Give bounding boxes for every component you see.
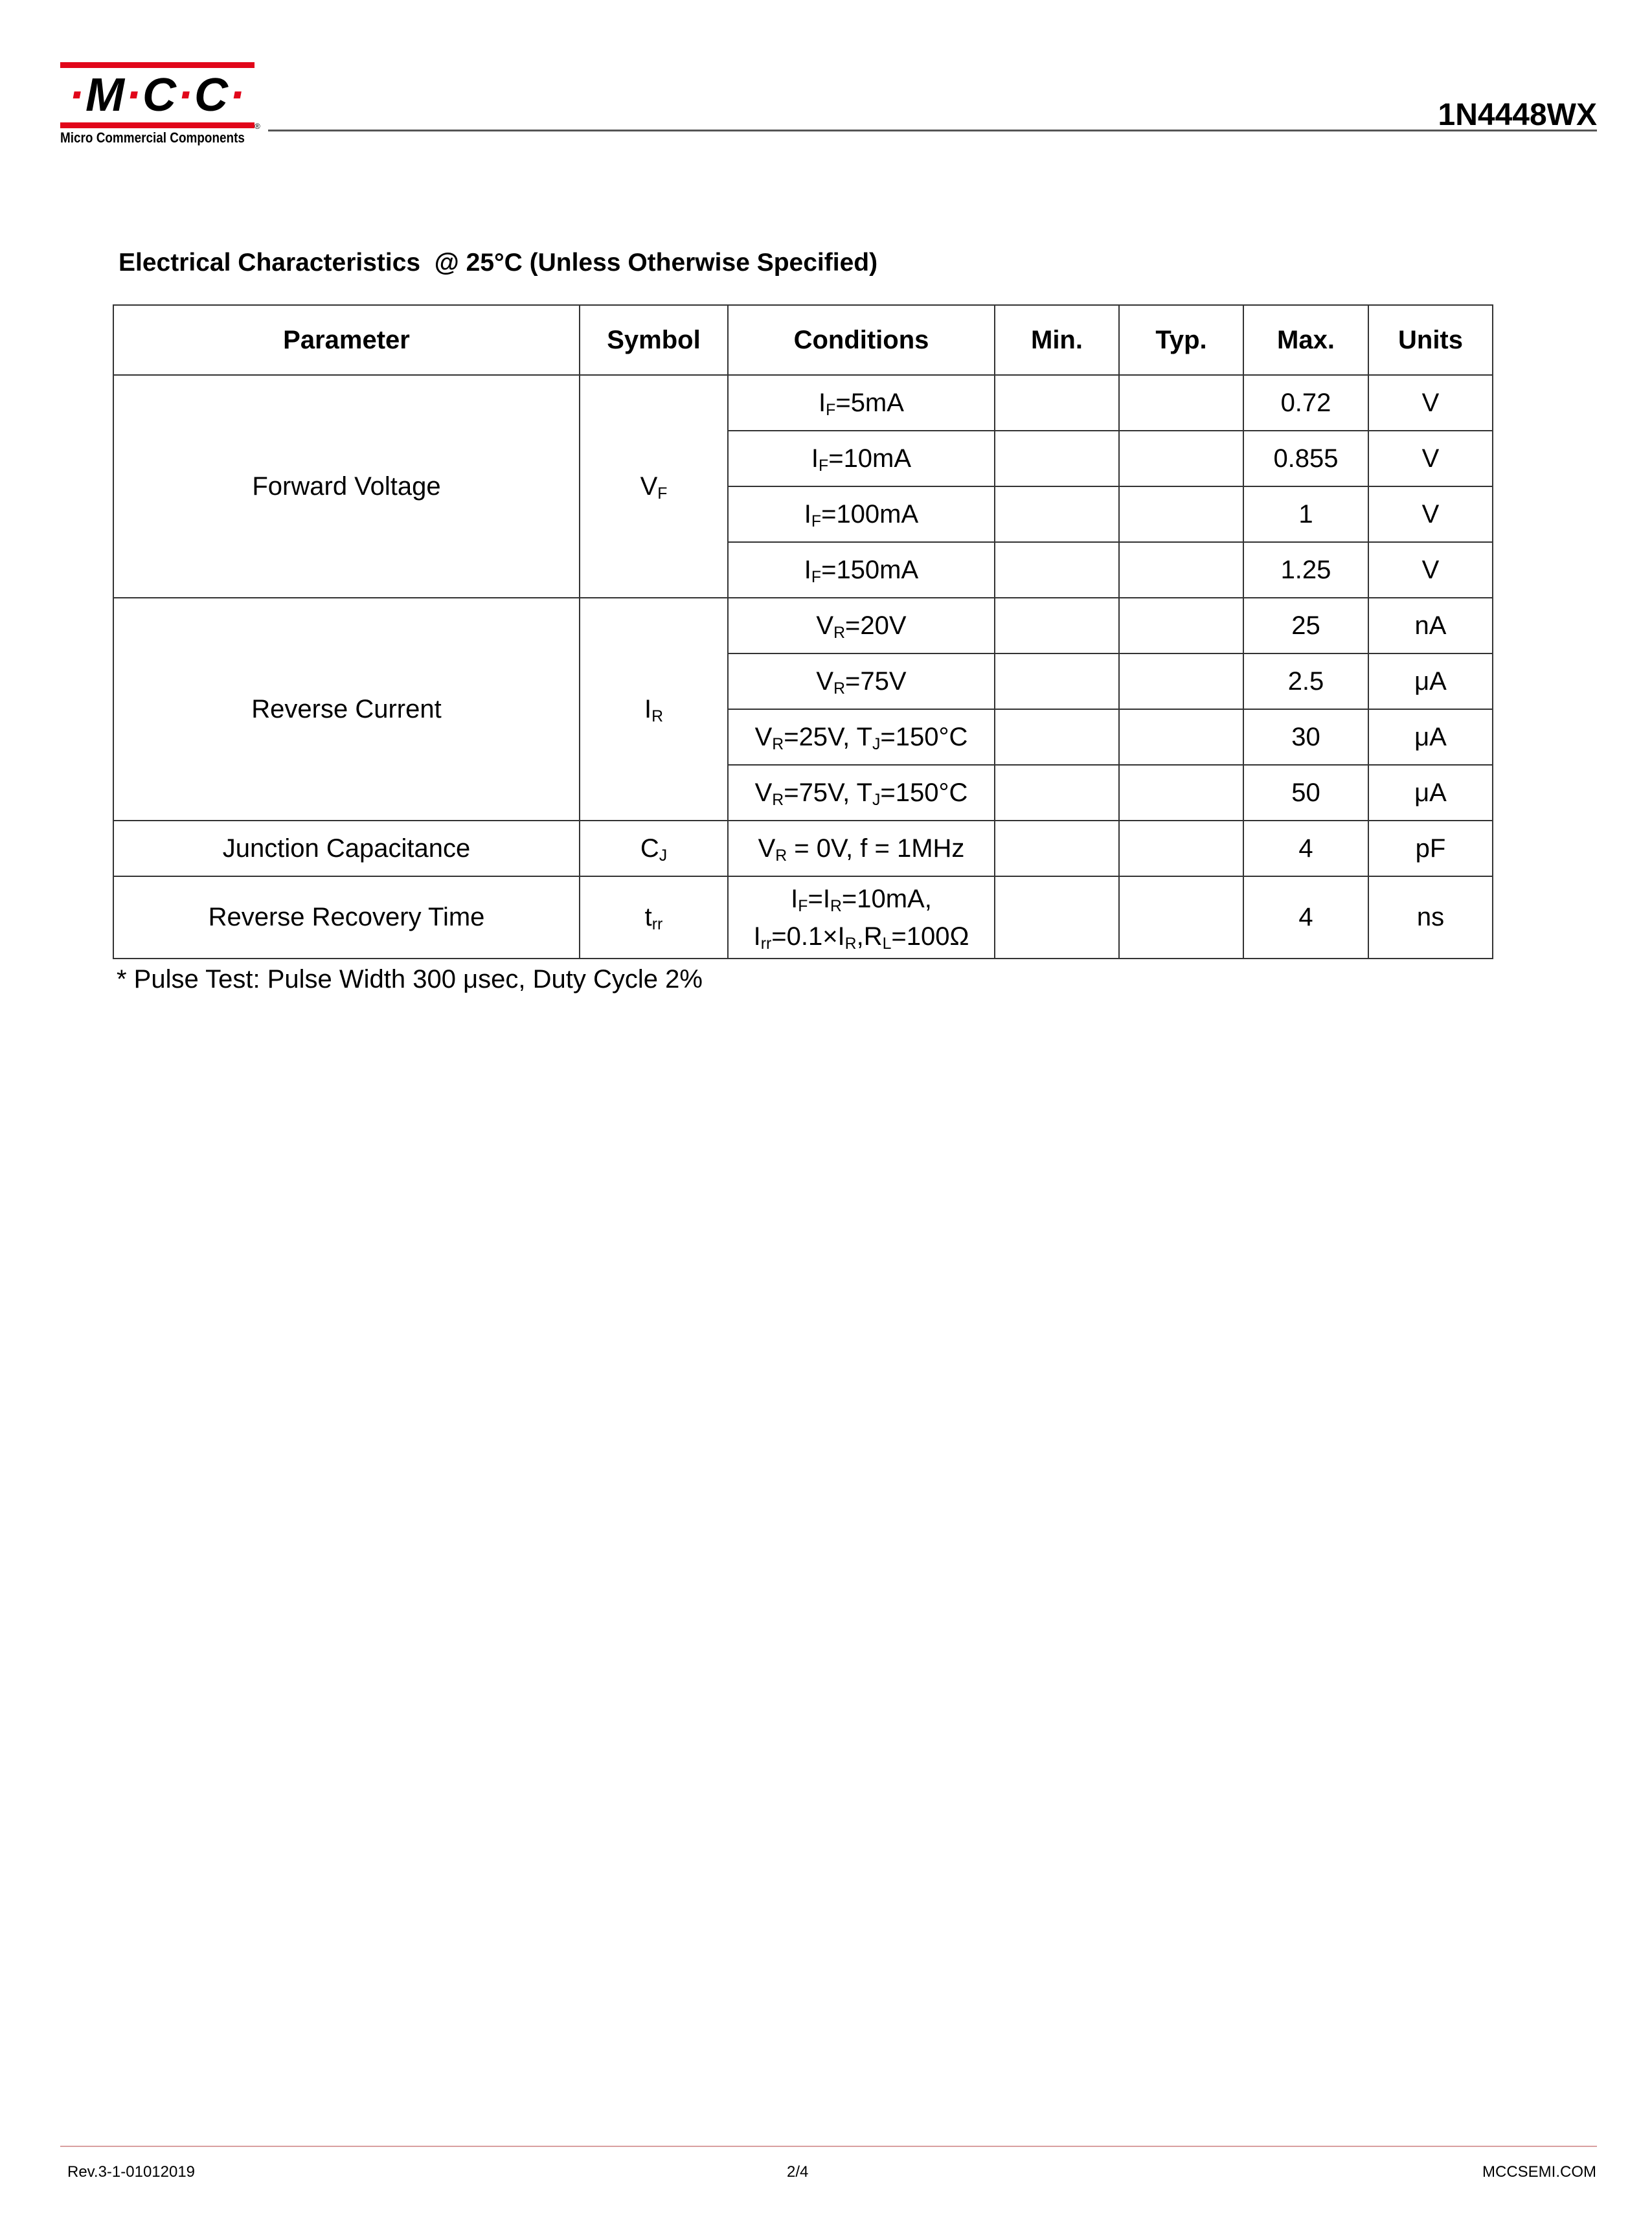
typ-cell (1119, 542, 1243, 598)
header-max: Max. (1243, 305, 1368, 375)
min-cell (995, 486, 1119, 542)
table-row (113, 876, 1493, 959)
unit-cell: V (1368, 431, 1493, 486)
max-cell: 2.5 (1243, 653, 1368, 709)
parameter-junction-capacitance: Junction Capacitance (113, 821, 580, 876)
electrical-characteristics-table (113, 304, 1493, 959)
typ-cell (1119, 375, 1243, 431)
header-parameter: Parameter (113, 305, 580, 375)
unit-cell: V (1368, 375, 1493, 431)
header-symbol: Symbol (580, 305, 728, 375)
logo-bottom-bar (60, 122, 255, 128)
unit-cell: V (1368, 486, 1493, 542)
logo-top-bar (60, 62, 255, 68)
pulse-test-footnote: * Pulse Test: Pulse Width 300 μsec, Duty Cycle 2% (117, 965, 703, 994)
min-cell (995, 821, 1119, 876)
condition-cell: $I_F=5mA$ (728, 375, 995, 431)
header-typ: Typ. (1119, 305, 1243, 375)
typ-cell (1119, 598, 1243, 653)
table-row (113, 375, 1493, 431)
typ-cell (1119, 486, 1243, 542)
condition-cell: $I_F=150mA$ (728, 542, 995, 598)
min-cell (995, 375, 1119, 431)
condition-cell: $I_F=10mA$ (728, 431, 995, 486)
max-cell: 30 (1243, 709, 1368, 765)
header-units: Units (1368, 305, 1493, 375)
max-cell: 1 (1243, 486, 1368, 542)
max-cell: 4 (1243, 821, 1368, 876)
max-cell: 50 (1243, 765, 1368, 821)
parameter-reverse-current: Reverse Current (113, 598, 580, 821)
header-conditions: Conditions (728, 305, 995, 375)
unit-cell: V (1368, 542, 1493, 598)
unit-cell: μA (1368, 653, 1493, 709)
max-cell: 0.72 (1243, 375, 1368, 431)
parameter-reverse-recovery-time: Reverse Recovery Time (113, 876, 580, 959)
unit-cell: μA (1368, 709, 1493, 765)
condition-cell: $I_F=I_R=10mA$, $I_{rr}=0.1\times I_R,R_L=100\Omega$ (728, 876, 995, 959)
symbol-trr: $t_{rr}$ (580, 876, 728, 959)
website-link[interactable]: MCCSEMI.COM (1482, 2163, 1596, 2181)
min-cell (995, 653, 1119, 709)
symbol-vf: $V_F$ (580, 375, 728, 598)
condition-cell: $V_R=75V$ (728, 653, 995, 709)
unit-cell: μA (1368, 765, 1493, 821)
condition-cell: $V_R=20V$ (728, 598, 995, 653)
max-cell: 0.855 (1243, 431, 1368, 486)
footer-divider (60, 2146, 1597, 2147)
header-min: Min. (995, 305, 1119, 375)
table-row (113, 821, 1493, 876)
logo-subtitle: Micro Commercial Components (60, 130, 245, 146)
condition-cell: $V_R=25V$, $T_J=150^\circ C$ (728, 709, 995, 765)
unit-cell: nA (1368, 598, 1493, 653)
min-cell (995, 709, 1119, 765)
max-cell: 4 (1243, 876, 1368, 959)
min-cell (995, 598, 1119, 653)
typ-cell (1119, 709, 1243, 765)
page-number: 2/4 (787, 2163, 809, 2181)
symbol-ir: $I_R$ (580, 598, 728, 821)
table-row (113, 598, 1493, 653)
section-title: Electrical Characteristics @ 25°C (Unless Otherwise Specified) (119, 249, 878, 277)
condition-cell: $I_F=100mA$ (728, 486, 995, 542)
revision-label: Rev.3-1-01012019 (67, 2163, 196, 2181)
typ-cell (1119, 821, 1243, 876)
max-cell: 1.25 (1243, 542, 1368, 598)
table-header-row (113, 305, 1493, 375)
unit-cell: pF (1368, 821, 1493, 876)
min-cell (995, 876, 1119, 959)
mcc-logo (60, 62, 258, 153)
registered-mark: ® (255, 122, 260, 131)
min-cell (995, 765, 1119, 821)
parameter-forward-voltage: Forward Voltage (113, 375, 580, 598)
part-number: 1N4448WX (1438, 98, 1597, 132)
min-cell (995, 431, 1119, 486)
typ-cell (1119, 431, 1243, 486)
unit-cell: ns (1368, 876, 1493, 959)
condition-cell: $V_R=75V$, $T_J=150^\circ C$ (728, 765, 995, 821)
condition-cell: $V_R = 0V$, f = 1MHz (728, 821, 995, 876)
symbol-cj: $C_J$ (580, 821, 728, 876)
logo-mark: ·M·C·C· (69, 69, 246, 121)
typ-cell (1119, 653, 1243, 709)
max-cell: 25 (1243, 598, 1368, 653)
min-cell (995, 542, 1119, 598)
header-divider (268, 130, 1597, 131)
typ-cell (1119, 765, 1243, 821)
typ-cell (1119, 876, 1243, 959)
